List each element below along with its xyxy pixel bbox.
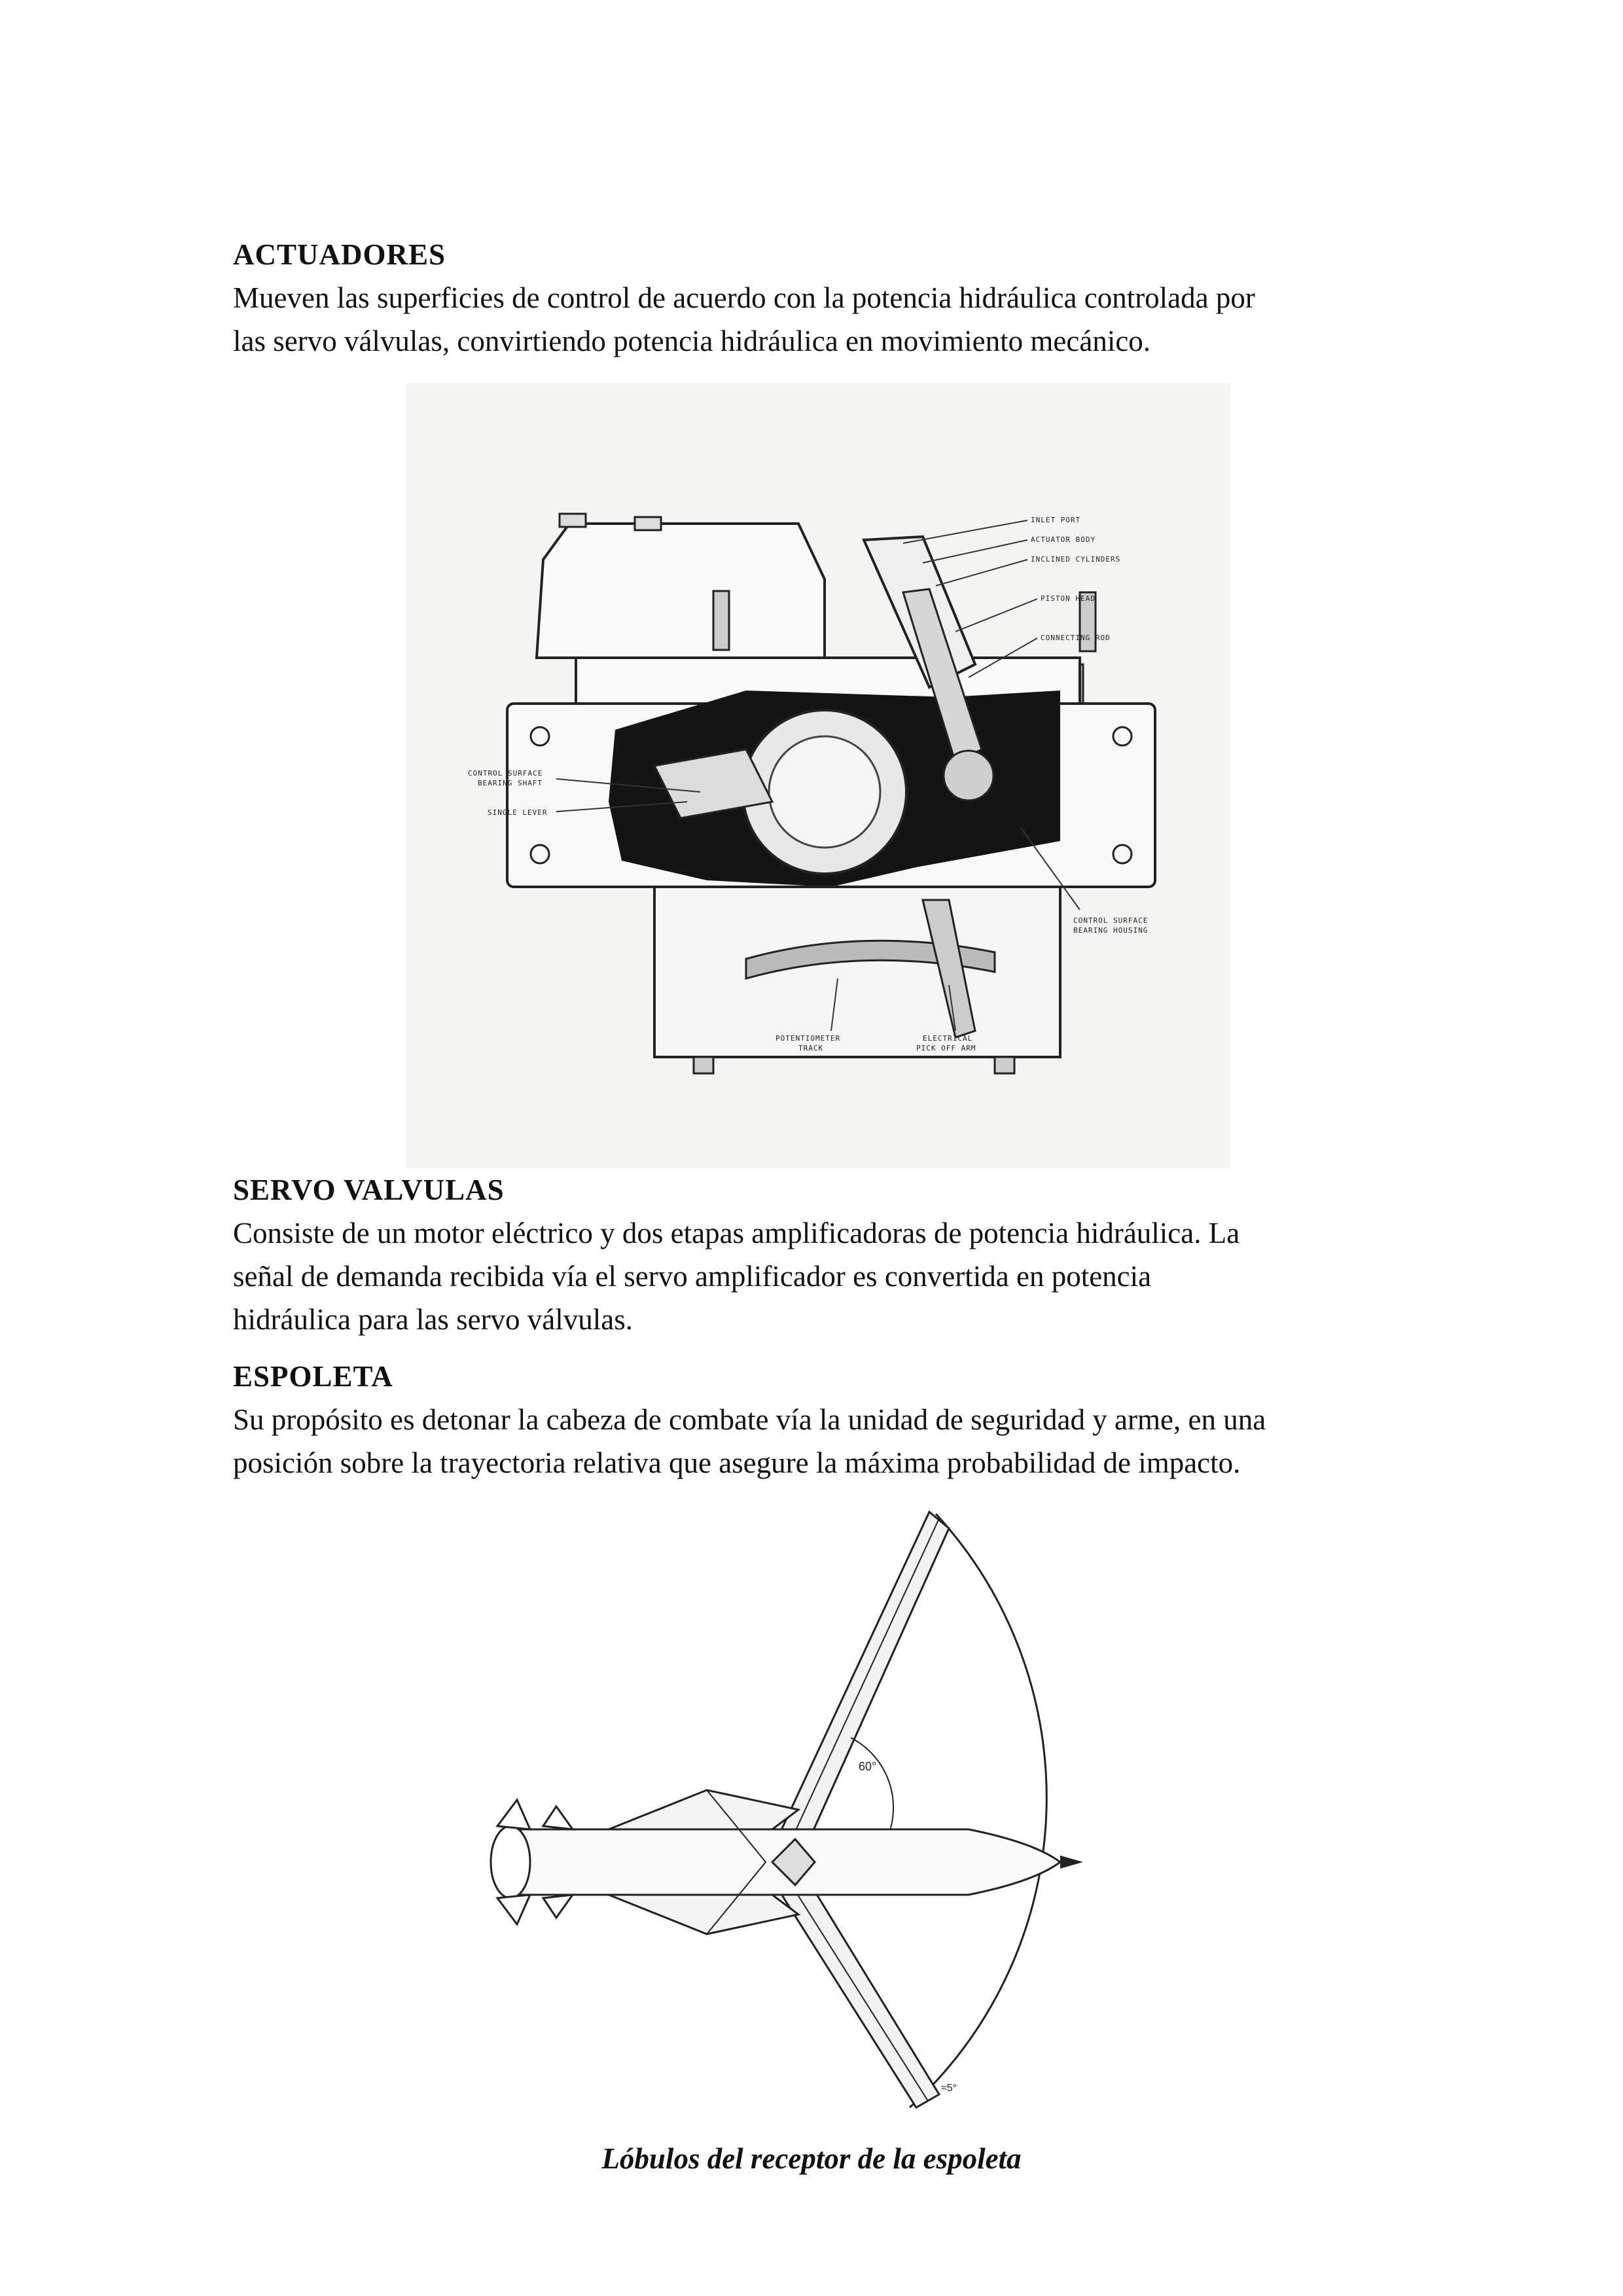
paragraph-line: señal de demanda recibida vía el servo amplificador es convertida en potencia <box>233 1260 1152 1293</box>
actuator-drawing <box>406 383 1230 1168</box>
bolt <box>713 591 729 650</box>
label-pick-off-1: ELECTRICAL <box>923 1034 973 1043</box>
label-connecting-rod: CONNECTING ROD <box>1041 634 1111 642</box>
label-bearing-housing-2: BEARING HOUSING <box>1073 926 1149 935</box>
paragraph-line: las servo válvulas, convirtiendo potencia hidráulica en movimiento mecánico. <box>233 325 1151 357</box>
label-piston-head: PISTON HEAD <box>1041 594 1096 603</box>
section-heading: ACTUADORES <box>233 238 446 271</box>
paragraph-line: Su propósito es detonar la cabeza de combate vía la unidad de seguridad y arme, en una <box>233 1403 1266 1436</box>
tail-fin <box>497 1800 530 1829</box>
paragraph-line: posición sobre la trayectoria relativa que asegure la máxima probabilidad de impacto. <box>233 1446 1241 1479</box>
upper-lobe <box>776 1512 949 1849</box>
tail-fin <box>497 1895 530 1924</box>
missile-nose <box>1060 1856 1083 1869</box>
label-single-lever: SINGLE LEVER <box>488 808 548 817</box>
actuator-body-top <box>537 524 825 658</box>
label-potentiometer-2: TRACK <box>798 1044 824 1052</box>
tip-angle-label: ≈5° <box>941 2083 957 2094</box>
section-actuadores <box>233 233 1411 363</box>
paragraph-line: hidráulica para las servo válvulas. <box>233 1303 633 1336</box>
missile-wing-lower <box>609 1895 798 1934</box>
section-servo-valvulas <box>233 1168 1411 1341</box>
label-bearing-shaft-2: BEARING SHAFT <box>478 779 543 787</box>
fuze-lobe-figure <box>458 1502 1178 2127</box>
angle-label: 60° <box>859 1760 877 1773</box>
missile-tail <box>491 1826 530 1898</box>
figure-caption: Lóbulos del receptor de la espoleta <box>601 2142 1022 2175</box>
label-bearing-housing-1: CONTROL SURFACE <box>1073 916 1149 925</box>
fuze-lobe-drawing <box>458 1502 1178 2127</box>
lower-lobe <box>776 1875 939 2108</box>
tail-fin <box>543 1806 573 1829</box>
coverage-arc <box>910 1514 1046 2108</box>
section-heading: ESPOLETA <box>233 1360 393 1393</box>
tail-fin <box>543 1895 573 1918</box>
label-inclined-cylinders: INCLINED CYLINDERS <box>1031 555 1121 564</box>
actuator-figure <box>406 383 1230 1168</box>
label-bearing-shaft-1: CONTROL SURFACE <box>468 769 543 778</box>
label-inlet-port: INLET PORT <box>1031 516 1081 524</box>
actuator-lower-body <box>654 887 1060 1057</box>
label-potentiometer-1: POTENTIOMETER <box>776 1034 841 1043</box>
label-actuator-body: ACTUATOR BODY <box>1031 535 1096 544</box>
paragraph-line: Consiste de un motor eléctrico y dos etapas amplificadoras de potencia hidráulica. La <box>233 1217 1240 1249</box>
paragraph-line: Mueven las superficies de control de acuerdo con la potencia hidráulica controlada por <box>233 281 1255 314</box>
section-espoleta <box>233 1355 1411 1484</box>
section-heading: SERVO VALVULAS <box>233 1174 505 1206</box>
missile-wing-upper <box>609 1790 798 1829</box>
label-pick-off-2: PICK OFF ARM <box>916 1044 976 1052</box>
